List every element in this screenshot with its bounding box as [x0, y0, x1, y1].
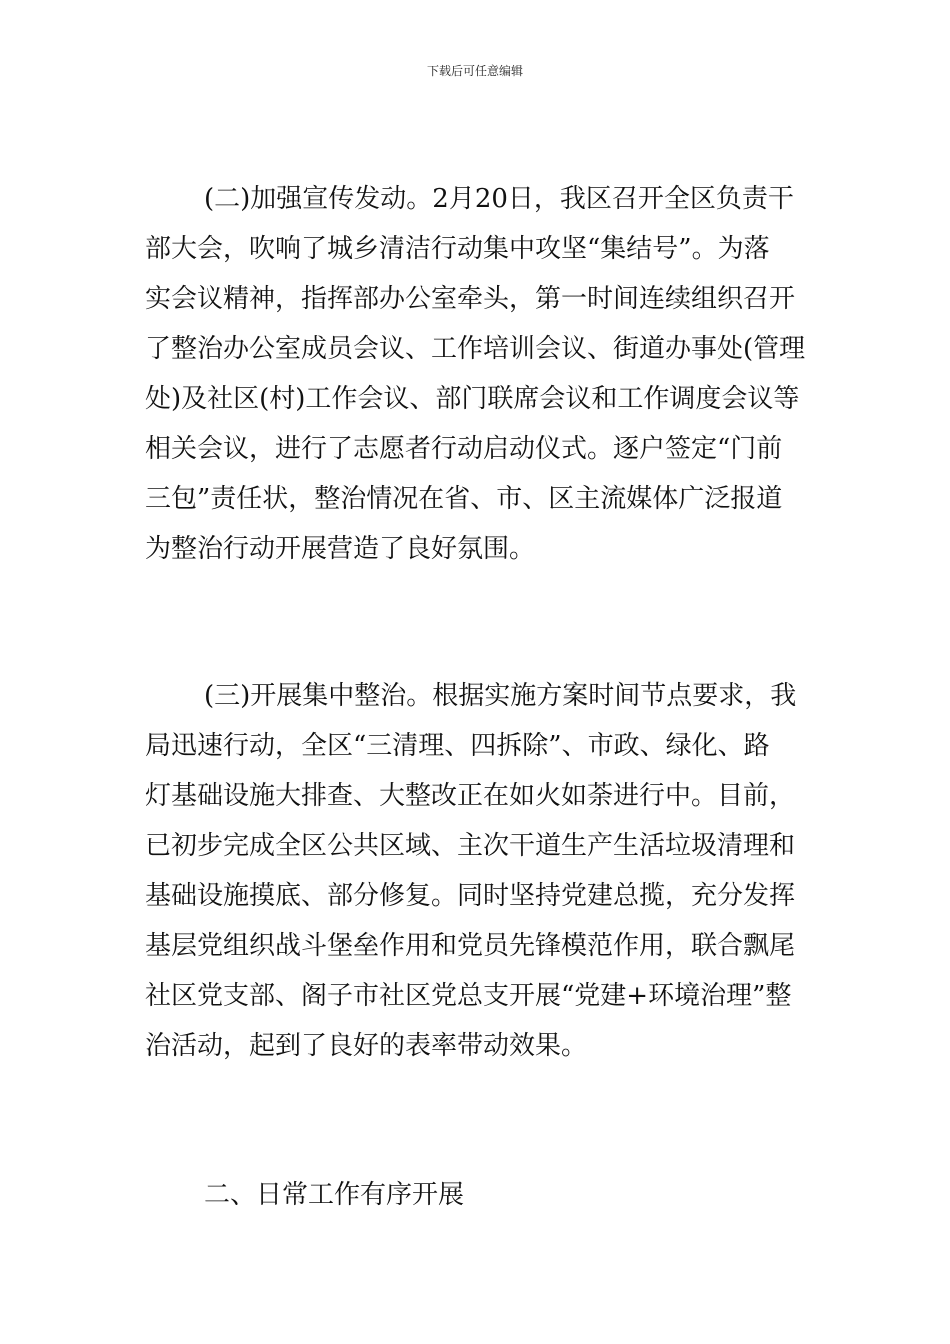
paragraph-line [0, 524, 950, 574]
line-text: (三)开展集中整治。根据实施方案时间节点要求，我 [204, 681, 797, 711]
line-text: (二)加强宣传发动。2月20日，我区召开全区负责干 [204, 184, 794, 214]
line-text: 相关会议，进行了志愿者行动启动仪式。逐户签定“门前 [145, 434, 783, 464]
paragraph-line [0, 224, 950, 274]
line-text: 社区党支部、阁子市社区党总支开展“党建+环境治理”整 [145, 981, 792, 1011]
line-text: 三包”责任状，整治情况在省、市、区主流媒体广泛报道 [145, 484, 783, 514]
paragraph-line [0, 474, 950, 524]
paragraph-line [0, 821, 950, 871]
header-note: 下载后可任意编辑 [426, 64, 523, 78]
paragraph-line [0, 174, 950, 224]
paragraph-line [0, 971, 950, 1021]
line-text: 了整治办公室成员会议、工作培训会议、街道办事处(管理 [145, 334, 806, 364]
paragraph-line [0, 671, 950, 721]
line-text: 基础设施摸底、部分修复。同时坚持党建总揽，充分发挥 [145, 881, 796, 911]
paragraph-line [0, 324, 950, 374]
heading-text: 二、日常工作有序开展 [204, 1180, 465, 1210]
line-text: 实会议精神，指挥部办公室牵头，第一时间连续组织召开 [145, 284, 796, 314]
line-text: 治活动，起到了良好的表率带动效果。 [145, 1031, 588, 1061]
line-text: 灯基础设施大排查、大整改正在如火如荼进行中。目前， [145, 781, 796, 811]
section-heading [0, 1170, 950, 1220]
line-text: 局迅速行动，全区“三清理、四拆除”、市政、绿化、路 [145, 731, 770, 761]
paragraph-line [0, 424, 950, 474]
paragraph-line [0, 871, 950, 921]
paragraph-line [0, 274, 950, 324]
paragraph-line [0, 771, 950, 821]
paragraph-line [0, 374, 950, 424]
line-text: 处)及社区(村)工作会议、部门联席会议和工作调度会议等 [145, 384, 800, 414]
paragraph-line [0, 721, 950, 771]
paragraph-line [0, 921, 950, 971]
line-text: 基层党组织战斗堡垒作用和党员先锋模范作用，联合飘尾 [145, 931, 796, 961]
line-text: 已初步完成全区公共区域、主次干道生产生活垃圾清理和 [145, 831, 796, 861]
line-text: 为整治行动开展营造了良好氛围。 [145, 534, 536, 564]
line-text: 部大会，吹响了城乡清洁行动集中攻坚“集结号”。为落 [145, 234, 770, 264]
paragraph-line [0, 1021, 950, 1071]
